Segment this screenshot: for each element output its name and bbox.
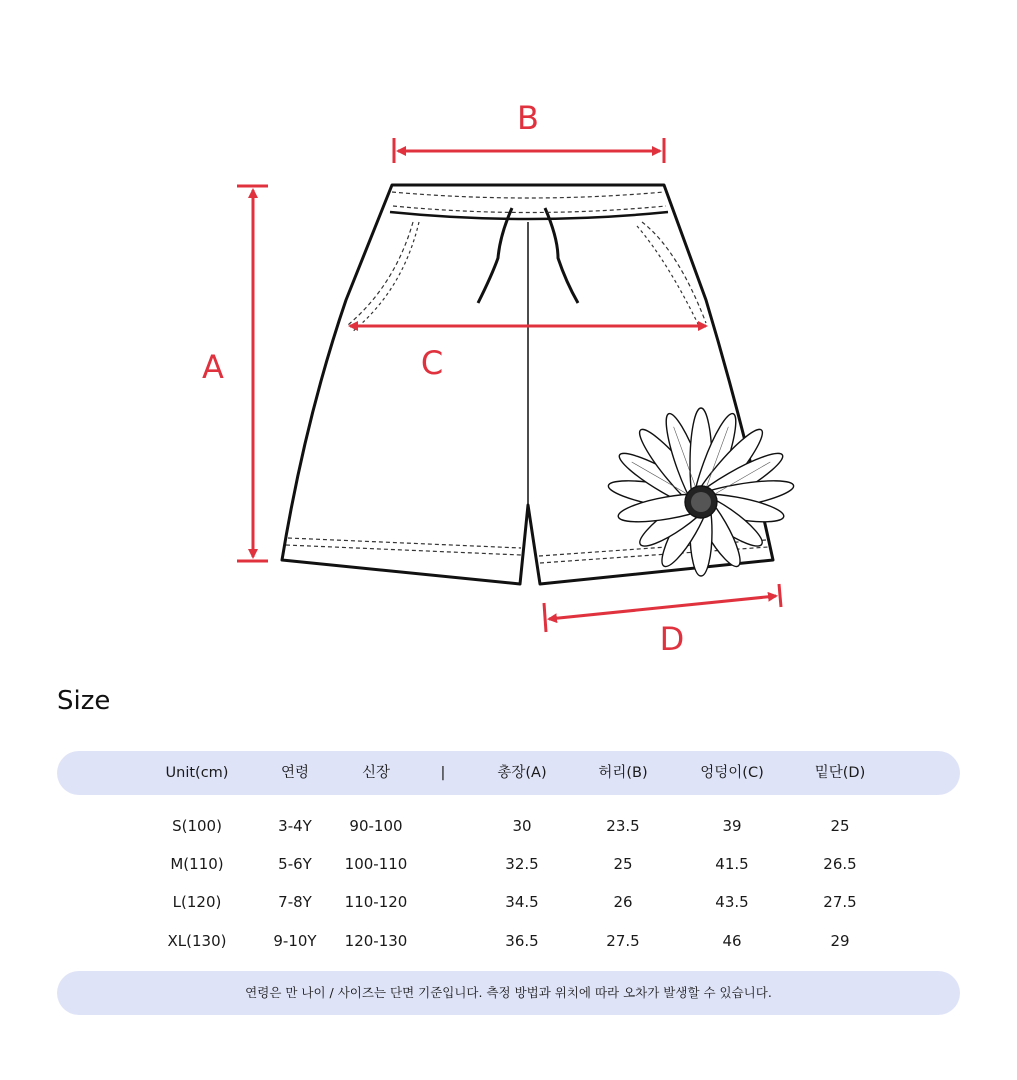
table-cell-length: 32.5 <box>505 855 539 873</box>
table-cell-hem: 25 <box>830 817 850 835</box>
table-cell-height: 90-100 <box>349 817 403 835</box>
table-cell-waist: 23.5 <box>606 817 640 835</box>
arrow-d <box>549 596 776 619</box>
drawstring-right <box>545 208 578 303</box>
table-cell-height: 100-110 <box>344 855 408 873</box>
table-cell-age: 3-4Y <box>278 817 312 835</box>
table-cell-height: 120-130 <box>344 932 408 950</box>
table-cell-size: M(110) <box>170 855 224 873</box>
header-age: 연령 <box>280 765 310 781</box>
table-cell-length: 34.5 <box>505 893 539 911</box>
table-cell-hip: 46 <box>722 932 742 950</box>
table-cell-hem: 27.5 <box>823 893 857 911</box>
table-cell-length: 30 <box>512 817 532 835</box>
table-cell-hip: 41.5 <box>715 855 749 873</box>
table-cell-age: 7-8Y <box>278 893 312 911</box>
header-unit: Unit(cm) <box>165 765 229 781</box>
label-c: C <box>420 344 444 382</box>
label-d: D <box>659 620 685 658</box>
table-cell-size: XL(130) <box>167 932 227 950</box>
header-length-a: 총장(A) <box>497 765 547 781</box>
table-cell-size: L(120) <box>172 893 222 911</box>
table-cell-waist: 26 <box>613 893 633 911</box>
drawstring-left <box>478 208 512 303</box>
header-hem-d: 밑단(D) <box>814 765 866 781</box>
label-a: A <box>202 348 224 386</box>
table-cell-waist: 25 <box>613 855 633 873</box>
header-hip-c: 엉덩이(C) <box>700 765 764 781</box>
table-cell-size: S(100) <box>172 817 222 835</box>
table-cell-hem: 29 <box>830 932 850 950</box>
table-cell-age: 5-6Y <box>278 855 312 873</box>
table-cell-hip: 43.5 <box>715 893 749 911</box>
table-cell-hem: 26.5 <box>823 855 857 873</box>
table-cell-height: 110-120 <box>344 893 408 911</box>
header-divider: | <box>440 765 446 781</box>
label-b: B <box>517 99 539 137</box>
header-waist-b: 허리(B) <box>598 765 648 781</box>
table-cell-waist: 27.5 <box>606 932 640 950</box>
size-note: 연령은 만 나이 / 사이즈는 단면 기준입니다. 측정 방법과 위치에 따라 오차가 발생할 수 있습니다. <box>245 985 772 1000</box>
daisy-print <box>607 408 796 576</box>
table-cell-age: 9-10Y <box>273 932 317 950</box>
size-title: Size <box>57 686 111 716</box>
header-height: 신장 <box>361 765 391 781</box>
table-cell-length: 36.5 <box>505 932 539 950</box>
table-cell-hip: 39 <box>722 817 742 835</box>
